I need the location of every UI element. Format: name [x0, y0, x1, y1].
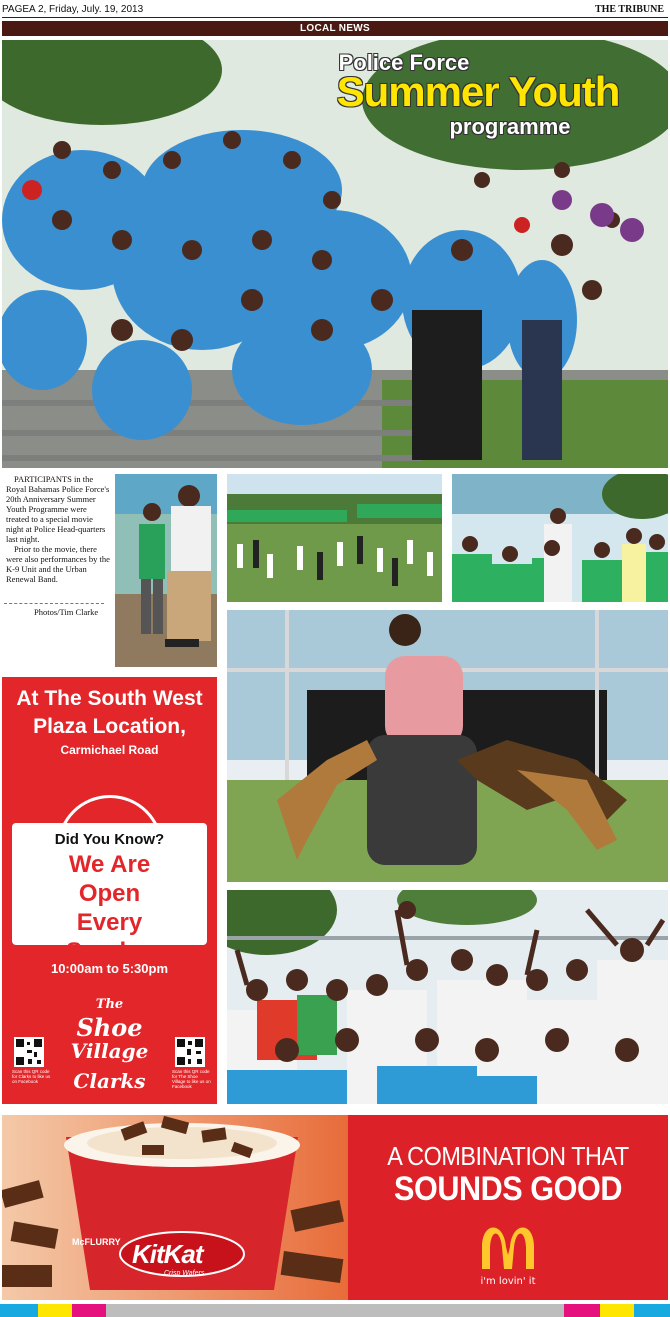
ad-shoe-qr-right-caption: Scan this QR code for The Shoe Village to like us on Facebook [172, 1069, 211, 1089]
ad-shoe-subline: Carmichael Road [60, 743, 159, 757]
hero-title-line1: Police Force [338, 50, 470, 75]
page-folio: PAGEA 2, Friday, July. 19, 2013 [2, 4, 144, 15]
kitkat-logo: KitKat [132, 1239, 203, 1269]
caption-rule [4, 603, 104, 604]
ad-mcd-line2: SOUNDS GOOD [394, 1170, 622, 1208]
ad-shoe-question: Did You Know? [54, 831, 165, 848]
ad-mcd-tagline: i'm lovin' it [480, 1276, 536, 1287]
color-swatch [0, 1304, 38, 1317]
masthead-name: THE TRIBUNE [594, 4, 664, 15]
color-swatch [600, 1304, 634, 1317]
photo-credit: Photos/Tim Clarke [34, 607, 99, 617]
kitkat-subline: Crisp Wafers [164, 1270, 205, 1277]
photo-k9-unit [227, 610, 668, 882]
ad-shoe-headline: At The South West Plaza Location, [16, 687, 203, 738]
ad-shoe-village[interactable] [2, 677, 217, 1104]
qr-code-icon[interactable] [175, 1037, 205, 1067]
photo-caption [6, 474, 110, 584]
hero-title-line2: Summer Youth [336, 68, 620, 115]
mcflurry-cup-label: McFLURRY [72, 1237, 121, 1247]
header-rule [2, 17, 668, 18]
qr-code-icon[interactable] [14, 1037, 44, 1067]
color-swatch [564, 1304, 600, 1317]
ad-mcdonalds-mcflurry[interactable] [2, 1115, 668, 1300]
section-bar: LOCAL NEWS [2, 21, 668, 36]
color-swatch [106, 1304, 564, 1317]
photo-kids-green [452, 474, 668, 602]
ad-shoe-card [12, 823, 207, 965]
ad-shoe-open-line3: Every [76, 909, 143, 936]
caption-body: Prior to the movie, there were also performances by the K-9 Unit and the Urban Renewal Band. [6, 544, 110, 584]
ad-mcd-message [348, 1115, 668, 1300]
ad-shoe-logo-village: Village [70, 1039, 149, 1063]
photo-cheering-kids [227, 890, 668, 1104]
hero-title-line3: programme [449, 114, 571, 139]
ad-shoe-qr-left-caption: Scan this QR code for Clarks to like us on Facebook [12, 1069, 51, 1084]
ad-shoe-open-line2: Open [78, 880, 141, 907]
ad-shoe-brand: Clarks [73, 1069, 146, 1093]
caption-lead: PARTICIPANTS in the Royal Bahamas Police Force's 20th Anniversary Summer Youth Programme were treated to a special movie night at Police Head-quarters last night. [6, 474, 110, 544]
hero-photo-crowd [2, 40, 668, 468]
mcdonalds-arches-icon [478, 1225, 538, 1269]
color-swatch [38, 1304, 72, 1317]
ad-shoe-logo-shoe: Shoe [76, 1013, 143, 1042]
ad-shoe-hours: 10:00am to 5:30pm [50, 961, 169, 976]
color-swatch [72, 1304, 106, 1317]
ad-shoe-open-line1: We Are [68, 851, 151, 878]
photo-field-wide [227, 474, 442, 602]
ad-mcd-line1: A COMBINATION THAT [387, 1141, 629, 1171]
ad-shoe-logo-the: The [95, 997, 124, 1012]
printer-color-bar [0, 1304, 670, 1317]
ad-shoe-open-line4: Sunday [66, 938, 153, 965]
photo-officer-with-boy [115, 474, 217, 667]
color-swatch [634, 1304, 670, 1317]
